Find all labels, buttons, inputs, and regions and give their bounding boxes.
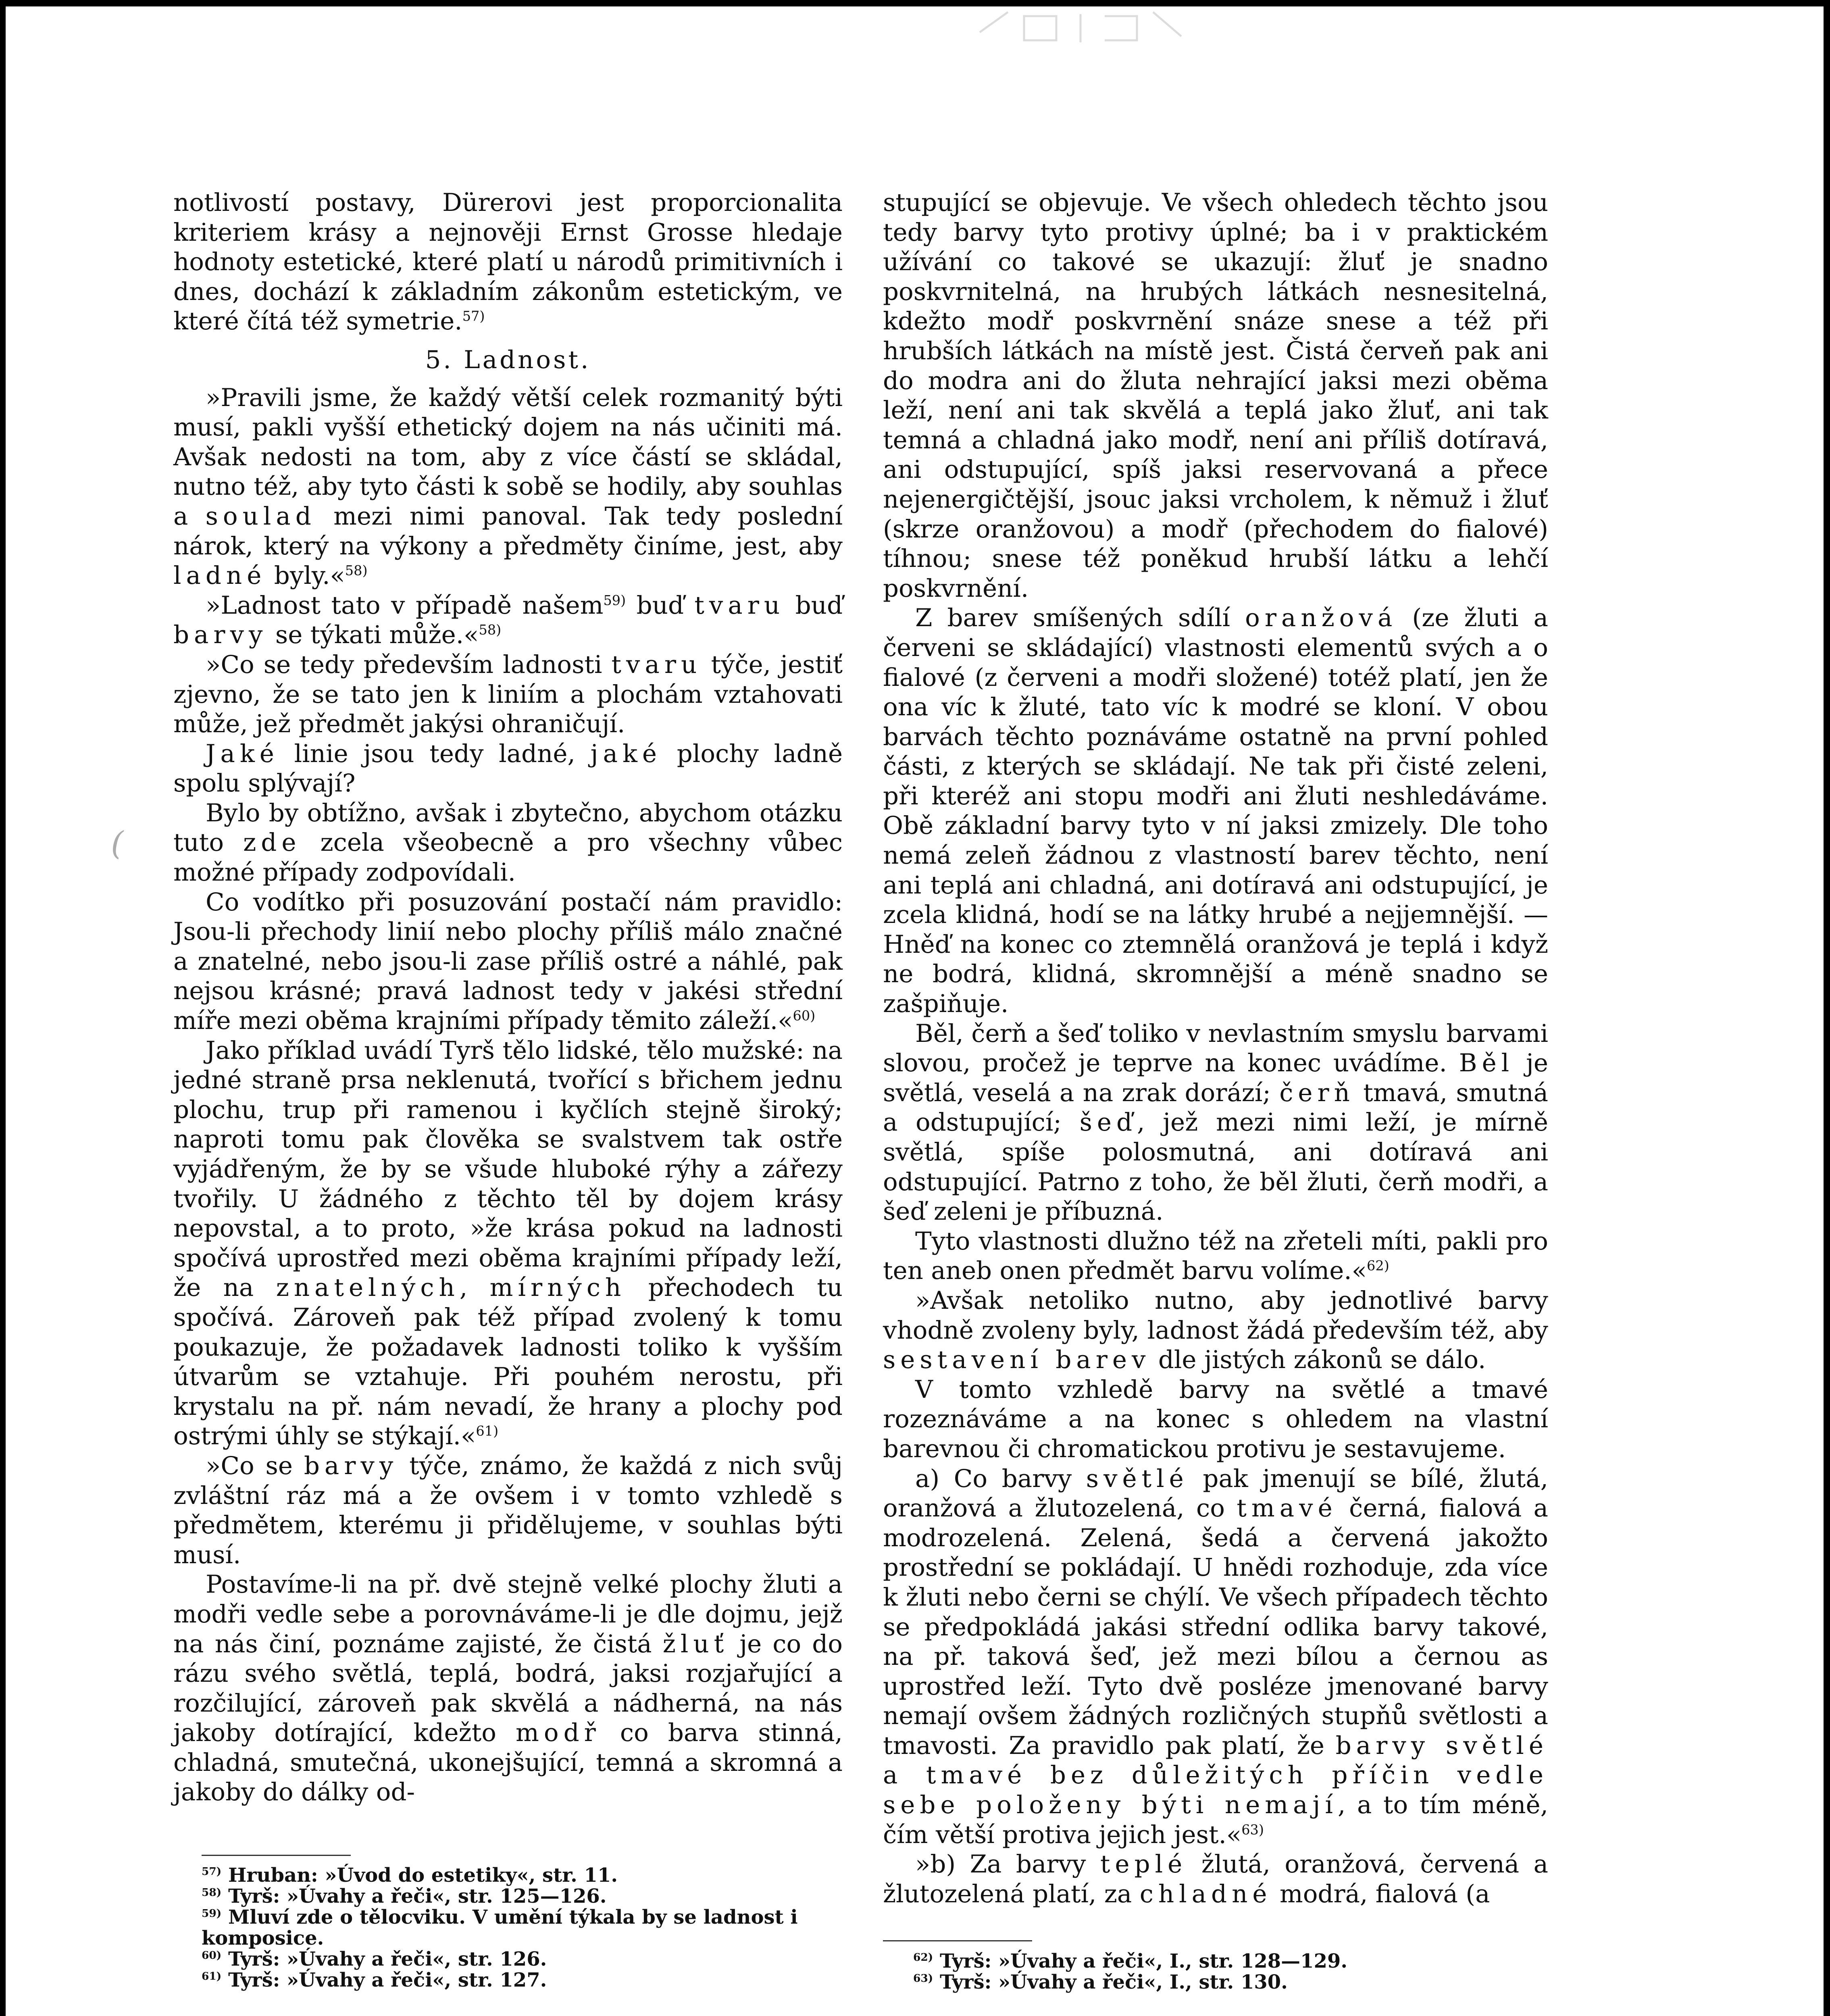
paragraph: Jaké linie jsou tedy ladné, jaké plochy ladně spolu splývají? (173, 739, 843, 798)
section-heading: 5. Ladnost. (425, 345, 591, 374)
scan-border-left (0, 0, 6, 2016)
paragraph: »Co se tedy především ladnosti tvaru týče, jestiť zjevno, že se tato jen k liniím a plochám vztahovati může, jež předmět jakýsi ohraničují. (173, 650, 843, 739)
paragraph: Z barev smíšených sdílí oranžová (ze žluti a červeni se skládající) vlastnosti elementů svých a o fialové (z červeni a modři složené) totéž platí, jen že ona víc k žluté, tato víc k modré se kloní. V obou barvách těchto poznáváme ostatně na první pohled části, z kterých se skládají. Ne tak při čisté zeleni, při kteréž ani stopu modři ani žluti neshledáváme. Obě základní barvy tyto v ní jaksi zmizely. Dle toho nemá zeleň žádnou z vlastností barev těchto, není ani teplá ani chladná, ani dotíravá ani odstupující, je zcela klidná, hodí se na látky hrubé a nejjemnější. — Hněď na konec co ztemnělá oranžová je teplá i když ne bodrá, klidná, skromnější a méně snadno se zašpiňuje. (883, 604, 1549, 1018)
paragraph: »b) Za barvy teplé žlutá, oranžová, červená a žlutozelená platí, za chladné modrá, fialová (a (883, 1850, 1548, 1908)
paragraph: Bylo by obtížno, avšak i zbytečno, abychom otázku tuto zde zcela všeobecně a pro všechny vůbec možné případy zodpovídali. (173, 798, 843, 887)
footnote: $^{63)}$ Tyrš: »Úvahy a řeči«, I., str. 130. (913, 1971, 1288, 1993)
right-column (883, 188, 1548, 1909)
paragraph: »Ladnost tato v případě našem$^{59)}$ buď tvaru buď barvy se týkati může.«$^{58)}$ (173, 591, 843, 650)
paragraph: notlivostí postavy, Dürerovi jest proporcionalita kriteriem krásy a nejnověji Ernst Grosse hledaje hodnoty estetické, které platí u národů primitivních i dnes, dochází k základním zákonům estetickým, ve které čítá též symetrie.$^{57)}$ (173, 188, 843, 336)
footnote: $^{61)}$ Tyrš: »Úvahy a řeči«, str. 127. (202, 1969, 547, 1991)
paragraph: Tyto vlastnosti dlužno též na zřeteli míti, pakli pro ten aneb onen předmět barvu volíme.«$^{62)}$ (883, 1227, 1548, 1285)
paragraph: Jako příklad uvádí Tyrš tělo lidské, tělo mužské: na jedné straně prsa neklenutá, tvořící s břichem jednu plochu, trup při ramenou i kyčlích stejně široký; naproti tomu pak člověka se svalstvem tak ostře vyjádřeným, že by se všude hluboké rýhy a zářezy tvořily. U žádného z těchto těl by dojem krásy nepovstal, a to proto, »že krása pokud na ladnosti spočívá uprostřed mezi oběma krajními případy leží, že na znatelných, mírných přechodech tu spočívá. Zároveň pak též případ zvolený k tomu poukazuje, že požadavek ladnosti toliko k vyšším útvarům se vztahuje. Při pouhém nerostu, při krystalu na př. nám nevadí, že hrany a plochy pod ostrými úhly se stýkají.«$^{61)}$ (173, 1036, 843, 1451)
scan-border-right (1824, 0, 1830, 2016)
paragraph: »Avšak netoliko nutno, aby jednotlivé barvy vhodně zvoleny byly, ladnost žádá především též, aby sestavení barev dle jistých zákonů se dálo. (883, 1286, 1548, 1375)
paragraph: Postavíme-li na př. dvě stejně velké plochy žluti a modři vedle sebe a porovnáváme-li je dle dojmu, jejž na nás činí, poznáme zajisté, že čistá žluť je co do rázu svého světlá, teplá, bodrá, jaksi rozjařující a rozčilující, zároveň pak skvělá a nádherná, na nás jakoby dotírající, kdežto modř co barva stinná, chladná, smutečná, ukonejšující, temná a skromná a jakoby do dálky od- (173, 1570, 843, 1807)
scan-border-top (0, 0, 1830, 6)
paragraph: Běl, čerň a šeď toliko v nevlastním smyslu barvami slovou, pročež je teprve na konec uvádíme. Běl je světlá, veselá a na zrak dorází; čerň tmavá, smutná a odstupující; šeď, jež mezi nimi leží, je mírně světlá, spíše polosmutná, ani dotíravá ani odstupující. Patrno z toho, že běl žluti, čerň modři, a šeď zeleni je příbuzná. (883, 1019, 1549, 1226)
footnotes-left (202, 1865, 843, 1991)
footnotes-right (913, 1951, 1548, 1993)
paragraph: »Co se barvy týče, známo, že každá z nich svůj zvláštní ráz má a že ovšem i v tomto vzhledě s předmětem, kterému ji přidělujeme, v souhlas býti musí. (173, 1451, 843, 1569)
paragraph: a) Co barvy světlé pak jmenují se bílé, žlutá, oranžová a žlutozelená, co tmavé černá, fialová a modrozelená. Zelená, šedá a červená jakožto prostřední se pokládají. U hnědi rozhoduje, zda více k žluti nebo černi se chýlí. Ve všech případech těchto se předpokládá jakási střední odlika barvy takové, na př. taková šeď, jež mezi bílou a černou as uprostřed leží. Tyto dvě posléze jmenované barvy nemají ovšem žádných rozličných stupňů světlosti a tmavosti. Za pravidlo pak platí, že barvy světlé a tmavé bez důležitých příčin vedle sebe položeny býti nemají, a to tím méně, čím větší protiva jejich jest.«$^{63)}$ (883, 1464, 1549, 1849)
margin-pencil-mark: ( (111, 825, 124, 862)
paragraph: V tomto vzhledě barvy na světlé a tmavé rozeznáváme a na konec s ohledem na vlastní barevnou či chromatickou protivu je sestavujeme. (883, 1375, 1548, 1463)
footnote: $^{59)}$ Mluví zde o tělocviku. V umění týkala by se ladnost i komposice. (202, 1906, 798, 1949)
footnote-rule (883, 1940, 1032, 1941)
paragraph: stupující se objevuje. Ve všech ohledech těchto jsou tedy barvy tyto protivy úplné; ba i v praktickém užívání co takové se ukazují: žluť je snadno poskvrnitelná, na hrubých látkách nesnesitelná, kdežto modř poskvrnění snáze snese a též při hrubších látkách na místě jest. Čistá červeň pak ani do modra ani do žluta nehrající jaksi mezi oběma leží, není ani tak skvělá a teplá jako žluť, ani tak temná a chladná jako modř, není ani příliš dotíravá, ani odstupující, spíš jaksi reservovaná a přece nejenergičtější, jsouc jaksi vrcholem, k němuž i žluť (skrze oranžovou) a modř (přechodem do fialové) tíhnou; snese též poněkud hrubší látku a lehčí poskvrnění. (883, 188, 1548, 603)
footnote: $^{60)}$ Tyrš: »Úvahy a řeči«, str. 126. (202, 1948, 547, 1970)
footnote: $^{62)}$ Tyrš: »Úvahy a řeči«, I., str. 128—129. (913, 1950, 1348, 1972)
paragraph: Co vodítko při posuzování postačí nám pravidlo: Jsou-li přechody linií nebo plochy příliš málo značné a znatelné, nebo jsou-li zase příliš ostré a náhlé, pak nejsou krásné; pravá ladnost tedy v jakési střední míře mezi oběma krajními případy těmito záleží.«$^{60)}$ (173, 887, 843, 1035)
faint-library-stamp (976, 8, 1185, 44)
footnote-rule (202, 1855, 351, 1856)
footnote: $^{57)}$ Hruban: »Úvod do estetiky«, str. 11. (202, 1864, 618, 1887)
left-column (173, 188, 843, 1807)
footnote: $^{58)}$ Tyrš: »Úvahy a řeči«, str. 125—126. (202, 1885, 607, 1908)
paragraph: »Pravili jsme, že každý větší celek rozmanitý býti musí, pakli vyšší ethetický dojem na nás učiniti má. Avšak nedosti na tom, aby z více částí se skládal, nutno též, aby tyto části k sobě se hodily, aby souhlas a soulad mezi nimi panoval. Tak tedy poslední nárok, který na výkony a předměty činíme, jest, aby ladné byly.«$^{58)}$ (173, 383, 843, 590)
